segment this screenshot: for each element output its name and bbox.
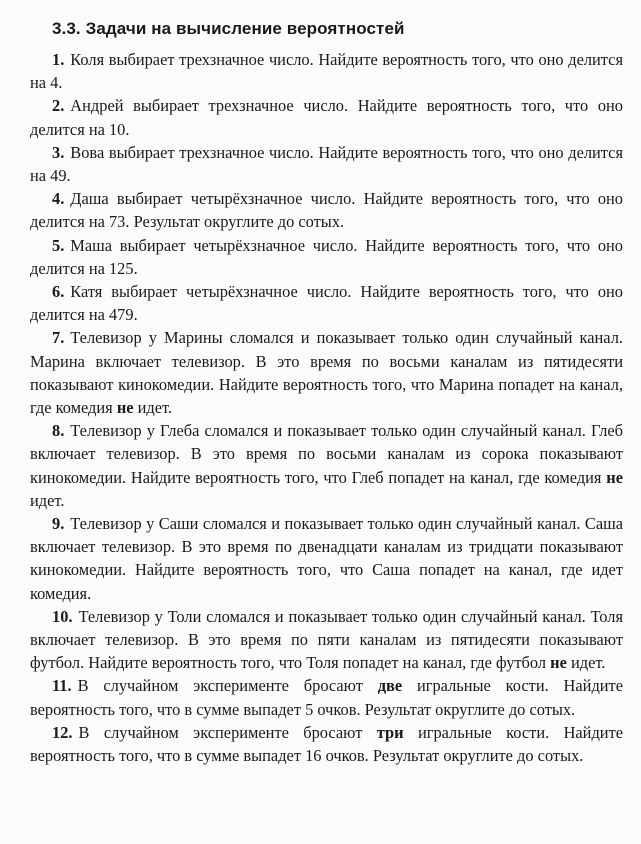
problem-12 bbox=[30, 721, 623, 767]
problem-text-end: игральные кости. Найдите вероятность того, что в сумме выпадет 16 очков. Результат округлите до сотых. bbox=[30, 722, 624, 766]
emphasis-text: две bbox=[377, 676, 403, 696]
problem-9 bbox=[30, 512, 623, 605]
problem-number: 10. bbox=[52, 606, 73, 626]
problem-text-end: идет. bbox=[133, 398, 173, 418]
problem-number: 8. bbox=[52, 421, 65, 441]
problem-number: 7. bbox=[52, 328, 65, 348]
problem-text: В случайном эксперименте бросают bbox=[78, 722, 377, 742]
problem-text: В случайном эксперименте бросают bbox=[77, 676, 378, 696]
problem-6 bbox=[30, 280, 623, 326]
problem-4 bbox=[30, 187, 623, 233]
problem-number: 4. bbox=[52, 189, 65, 209]
problem-1 bbox=[30, 48, 623, 94]
problem-number: 9. bbox=[52, 514, 65, 534]
problem-text: Даша выбирает четырёхзначное число. Найдите вероятность того, что оно делится на 73. Результат округлите до сотых. bbox=[30, 189, 623, 232]
problem-number: 5. bbox=[52, 235, 65, 255]
problem-11 bbox=[30, 674, 623, 720]
problem-text: Катя выбирает четырёхзначное число. Найдите вероятность того, что оно делится на 479. bbox=[30, 282, 623, 325]
problem-text: Вова выбирает трехзначное число. Найдите вероятность того, что оно делится на 49. bbox=[30, 142, 623, 186]
emphasis-text: три bbox=[376, 722, 404, 742]
problem-8 bbox=[30, 419, 623, 512]
emphasis-text: не bbox=[606, 467, 623, 487]
problem-number: 12. bbox=[52, 722, 73, 742]
section-heading: 3.3. Задачи на вычисление вероятностей bbox=[52, 19, 405, 38]
problem-text: Телевизор у Толи сломался и показывает только один случайный канал. Толя включает телевизор. В это время по пяти каналам из пятидесяти показывают футбол. Найдите вероятность того, что Толя попадет на канал, где футбол bbox=[30, 606, 623, 673]
problem-text: Телевизор у Марины сломался и показывает только один случайный канал. Марина включает телевизор. В это время по восьми каналам из пятидесяти показывают кинокомедии. Найдите вероятность того, что Марина попадет на канал, где комедия bbox=[30, 328, 623, 418]
problem-2 bbox=[30, 94, 623, 140]
problem-10 bbox=[30, 605, 623, 675]
problem-text: Маша выбирает четырёхзначное число. Найдите вероятность того, что оно делится на 125. bbox=[30, 235, 623, 278]
problem-number: 3. bbox=[52, 142, 65, 162]
problem-text-end: идет. bbox=[566, 653, 606, 673]
problem-3 bbox=[30, 141, 623, 187]
problem-text: Андрей выбирает трехзначное число. Найдите вероятность того, что оно делится на 10. bbox=[30, 96, 623, 139]
problem-text-end: идет. bbox=[30, 490, 65, 510]
problem-number: 2. bbox=[52, 96, 65, 116]
problem-7 bbox=[30, 326, 623, 419]
problem-text: Телевизор у Саши сломался и показывает только один случайный канал. Саша включает телевизор. В это время по двенадцати каналам из тридцати показывают кинокомедии. Найдите вероятность того, что Саша попадет на канал, где идет комедия. bbox=[30, 514, 623, 603]
problem-number: 11. bbox=[52, 676, 72, 696]
problem-number: 1. bbox=[52, 50, 65, 69]
problem-number: 6. bbox=[52, 282, 65, 302]
emphasis-text: не bbox=[550, 653, 567, 673]
problem-text: Телевизор у Глеба сломался и показывает только один случайный канал. Глеб включает телевизор. В это время по восьми каналам из сорока показывают кинокомедии. Найдите вероятность того, что Глеб попадет на канал, где комедия bbox=[30, 421, 623, 487]
problem-5 bbox=[30, 234, 623, 280]
emphasis-text: не bbox=[116, 398, 134, 418]
problem-text-end: игральные кости. Найдите вероятность того, что в сумме выпадет 5 очков. Результат округлите до сотых. bbox=[30, 676, 623, 719]
problem-text: Коля выбирает трехзначное число. Найдите вероятность того, что оно делится на 4. bbox=[30, 50, 623, 93]
